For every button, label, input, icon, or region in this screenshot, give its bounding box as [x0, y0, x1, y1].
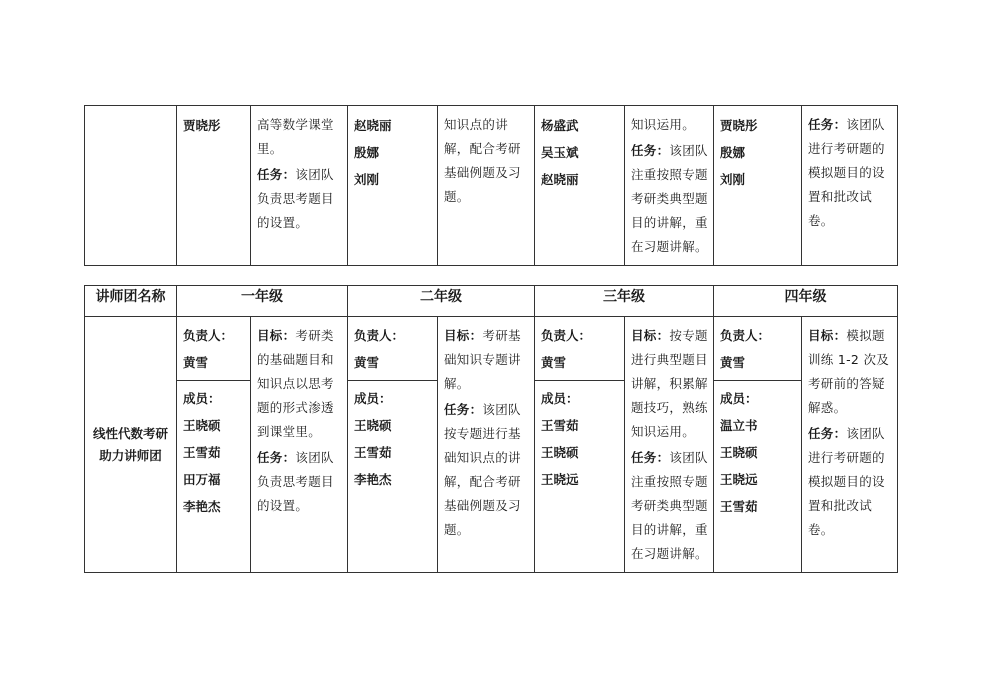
plan-text: 该团队按专题进行基础知识点的讲解，配合考研基础例题及习题。: [444, 402, 521, 537]
plan-block: [444, 113, 529, 209]
member-name: 王晓硕: [541, 445, 579, 460]
name-list: [535, 106, 624, 197]
plan-content: [251, 317, 347, 524]
header-grade-3: 三年级: [535, 286, 714, 317]
member-name: 赵晓丽: [541, 172, 579, 187]
plan-label: 任务：: [631, 143, 670, 158]
plan-block: [257, 113, 342, 161]
lead-label: 负责人：: [354, 328, 405, 343]
plan-label: 任务：: [257, 167, 296, 182]
plan-block: [257, 446, 342, 518]
plan-block: [808, 422, 892, 542]
member-name: 王晓硕: [183, 418, 221, 433]
plan-text: 考研基础知识专题讲解。: [444, 328, 521, 391]
plan-content: [251, 106, 347, 241]
members-label: 成员：: [720, 391, 758, 406]
lead-label: 负责人：: [720, 328, 771, 343]
plan-label: 目标：: [631, 328, 670, 343]
plan-text: 按专题进行典型题目讲解，积累解题技巧，熟练知识运用。: [631, 328, 708, 439]
g3-people-cell: [535, 317, 625, 573]
plan-text: 考研类的基础题目和知识点以思考题的形式渗透到课堂里。: [257, 328, 334, 439]
plan-block: [808, 324, 892, 420]
plan-label: 任务：: [444, 402, 483, 417]
plan-block: [257, 163, 342, 235]
g1-plan-cell: [251, 106, 348, 266]
member-name: 王雪茹: [720, 499, 758, 514]
plan-text: 该团队负责思考题目的设置。: [257, 167, 334, 230]
lead-name: 黄雪: [183, 355, 209, 370]
member-name: 王雪茹: [541, 418, 579, 433]
plan-text: 该团队进行考研题的模拟题目的设置和批改试卷。: [808, 426, 885, 537]
plan-block: [631, 113, 708, 137]
plan-block: [808, 113, 892, 233]
plan-text: 该团队注重按照专题考研类典型题目的讲解，重在习题讲解。: [631, 450, 708, 561]
members-label: 成员：: [541, 391, 579, 406]
plan-text: 高等数学课堂里。: [257, 117, 334, 156]
plan-content: [802, 317, 897, 548]
plan-label: 任务：: [257, 450, 296, 465]
member-name: 吴玉斌: [541, 145, 579, 160]
g3-plan-cell: [625, 106, 714, 266]
name-list: [541, 412, 619, 493]
plan-label: 目标：: [257, 328, 296, 343]
plan-label: 目标：: [808, 328, 847, 343]
g2-plan-cell: [438, 106, 535, 266]
plan-block: [444, 398, 529, 542]
g2-plan-cell: [438, 317, 535, 573]
member-name: 王晓远: [541, 472, 579, 487]
member-name: 杨盛武: [541, 118, 579, 133]
name-list: [177, 106, 250, 143]
plan-content: [625, 106, 713, 265]
lead-name: 黄雪: [354, 355, 380, 370]
team-row: [85, 317, 898, 573]
member-name: 田万福: [183, 472, 221, 487]
member-name: 赵晓丽: [354, 118, 392, 133]
member-name: 王晓硕: [354, 418, 392, 433]
member-name: 殷娜: [354, 145, 380, 160]
plan-content: [438, 106, 534, 215]
lead-label: 负责人：: [183, 328, 234, 343]
plan-block: [631, 139, 708, 259]
g1-people-cell: [177, 317, 251, 573]
member-name: 王晓远: [720, 472, 758, 487]
g4-lead-section: [714, 317, 801, 381]
plan-label: 目标：: [444, 328, 483, 343]
g3-plan-cell: [625, 317, 714, 573]
g4-plan-cell: [802, 106, 898, 266]
member-name: 贾晓彤: [720, 118, 758, 133]
members-label: 成员：: [354, 391, 392, 406]
plan-text: 知识点的讲解，配合考研基础例题及习题。: [444, 117, 521, 204]
g3-members-section: [535, 381, 624, 497]
plan-block: [257, 324, 342, 444]
g1-members-section: [177, 381, 250, 524]
name-list: [183, 412, 245, 520]
g2-lead-section: [348, 317, 437, 381]
plan-text: 该团队进行考研题的模拟题目的设置和批改试卷。: [808, 117, 885, 228]
member-name: 王雪茹: [183, 445, 221, 460]
member-name: 刘刚: [720, 172, 746, 187]
g4-members-cell: [714, 106, 802, 266]
g3-lead-section: [535, 317, 624, 381]
g1-members-cell: [177, 106, 251, 266]
plan-label: 任务：: [808, 426, 847, 441]
name-list: [720, 412, 796, 520]
name-list: [348, 106, 437, 197]
plan-label: 任务：: [631, 450, 670, 465]
plan-text: 该团队注重按照专题考研类典型题目的讲解，重在习题讲解。: [631, 143, 708, 254]
lecturer-team-table: [84, 285, 898, 573]
header-team-name: 讲师团名称: [85, 286, 177, 317]
g4-plan-cell: [802, 317, 898, 573]
member-name: 王晓硕: [720, 445, 758, 460]
plan-block: [631, 446, 708, 566]
lead-label: 负责人：: [541, 328, 592, 343]
g4-people-cell: [714, 317, 802, 573]
g1-lead-section: [177, 317, 250, 381]
plan-block: [444, 324, 529, 396]
member-name: 温立书: [720, 418, 758, 433]
header-row: [85, 286, 898, 317]
continued-row: [85, 106, 898, 266]
member-name: 李艳杰: [354, 472, 392, 487]
team-name-cell-empty: [85, 106, 177, 266]
members-label: 成员：: [183, 391, 221, 406]
plan-text: 知识运用。: [631, 117, 696, 132]
member-name: 王雪茹: [354, 445, 392, 460]
g1-plan-cell: [251, 317, 348, 573]
header-grade-4: 四年级: [714, 286, 898, 317]
plan-content: [625, 317, 713, 572]
g2-people-cell: [348, 317, 438, 573]
member-name: 贾晓彤: [183, 118, 221, 133]
team-name: 线性代数考研助力讲师团: [85, 317, 177, 573]
name-list: [714, 106, 801, 197]
g2-members-section: [348, 381, 437, 497]
g2-members-cell: [348, 106, 438, 266]
plan-label: 任务：: [808, 117, 847, 132]
g3-members-cell: [535, 106, 625, 266]
lead-name: 黄雪: [541, 355, 567, 370]
g4-members-section: [714, 381, 801, 524]
header-grade-1: 一年级: [177, 286, 348, 317]
plan-content: [438, 317, 534, 548]
member-name: 李艳杰: [183, 499, 221, 514]
plan-text: 该团队负责思考题目的设置。: [257, 450, 334, 513]
plan-text: 模拟题训练 1-2 次及考研前的答疑解惑。: [808, 328, 890, 415]
continued-plan-table: [84, 105, 898, 266]
member-name: 殷娜: [720, 145, 746, 160]
lead-name: 黄雪: [720, 355, 746, 370]
plan-content: [802, 106, 897, 239]
plan-block: [631, 324, 708, 444]
header-grade-2: 二年级: [348, 286, 535, 317]
name-list: [354, 412, 432, 493]
member-name: 刘刚: [354, 172, 380, 187]
